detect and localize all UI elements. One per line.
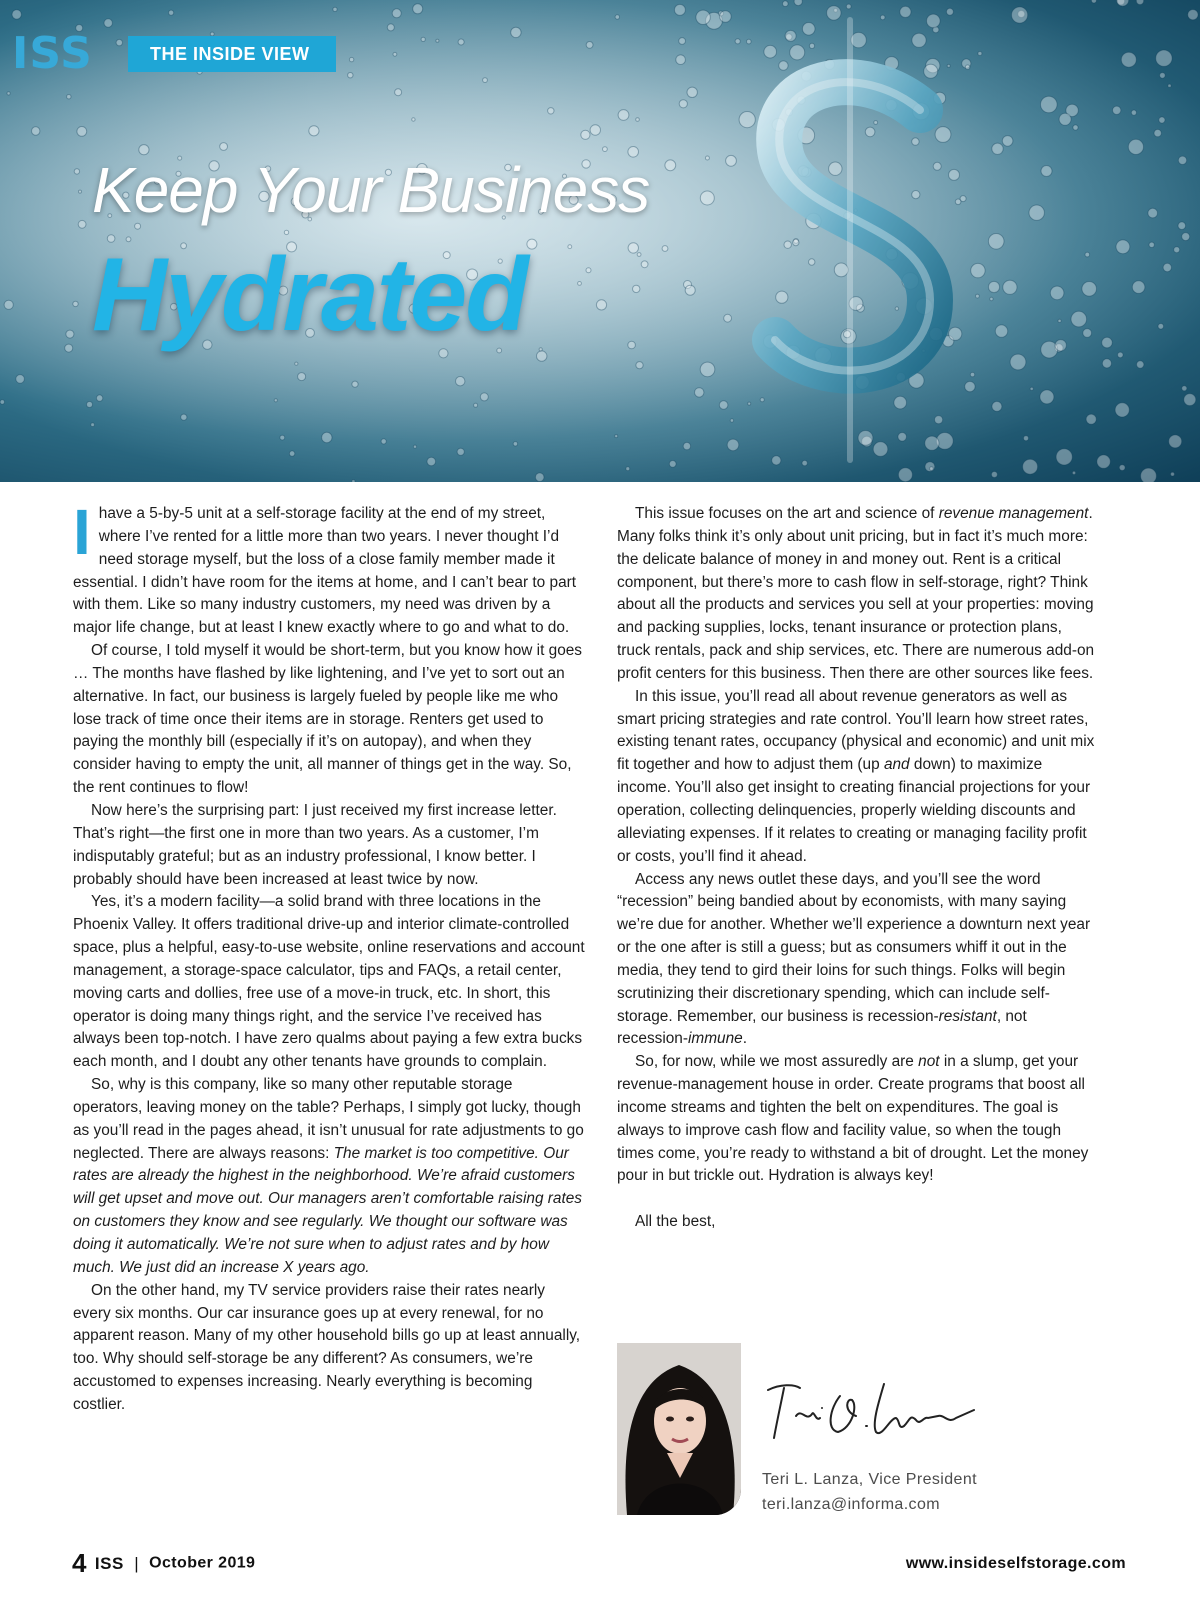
water-droplet	[933, 162, 941, 170]
water-droplet	[970, 372, 974, 376]
headline-line-2: Hydrated	[92, 237, 527, 353]
water-droplet	[67, 95, 71, 99]
water-droplet	[79, 190, 82, 193]
water-droplet	[1188, 10, 1198, 20]
water-droplet	[679, 38, 686, 45]
water-droplet	[1149, 242, 1154, 247]
water-droplet	[309, 126, 319, 136]
water-droplet	[1091, 0, 1096, 3]
water-droplet	[1163, 263, 1171, 271]
water-droplet	[457, 448, 464, 455]
paragraph: In this issue, you’ll read all about revenue generators as well as smart pricing strategies and rate control. You’ll learn how street rates, existing tenant rates, occupancy (physical and economic) and unit mix fit together and how to adjust them (up and down) to maximize income. You’ll also get insight to creating financial projections for your operation, collecting delinquencies, properly wielding discounts and alleviating expenses. If it relates to creating or managing facility profit or costs, you’ll find it ahead.	[617, 687, 1095, 865]
water-droplet	[695, 388, 704, 397]
water-droplet	[436, 39, 439, 42]
water-droplet	[1113, 106, 1121, 114]
water-droplet	[947, 64, 950, 67]
page-number: 4	[72, 1548, 87, 1578]
water-droplet	[685, 285, 695, 295]
water-droplet	[988, 234, 1004, 250]
water-droplet	[1082, 282, 1097, 297]
water-droplet	[295, 362, 298, 365]
water-droplet	[548, 108, 554, 114]
water-droplet	[1040, 390, 1054, 404]
water-droplet	[1071, 311, 1087, 327]
water-droplet	[1182, 386, 1187, 391]
water-droplet	[220, 143, 228, 151]
water-droplet	[7, 92, 10, 95]
water-droplet	[1056, 449, 1072, 465]
water-droplet	[333, 7, 337, 11]
water-droplet	[1041, 96, 1058, 113]
water-droplet	[912, 191, 920, 199]
water-droplet	[91, 423, 95, 427]
water-droplet	[1116, 240, 1130, 254]
footer-magazine-logo: ISS	[94, 1553, 124, 1573]
water-droplet	[387, 24, 394, 31]
water-droplet	[1086, 414, 1096, 424]
paragraph: On the other hand, my TV service providers raise their rates nearly every six months. Our car insurance goes up at every renewal, for no apparent reason. Many of my other household bills go up at least annually, too. Why should self-storage be any different? As consumers, we’re accustomed to expenses increasing. Nearly everything is becoming costlier.	[73, 1281, 581, 1413]
water-droplet	[1097, 455, 1110, 468]
water-droplet	[730, 419, 733, 422]
water-droplet	[809, 43, 814, 48]
water-droplet	[0, 400, 4, 404]
water-droplet	[458, 39, 464, 45]
water-droplet	[976, 294, 980, 298]
water-droplet	[615, 435, 618, 438]
water-droplet	[393, 52, 397, 56]
water-droplet	[169, 10, 174, 15]
water-droplet	[596, 300, 606, 310]
water-droplet	[1154, 129, 1161, 136]
paragraph: Of course, I told myself it would be short-term, but you know how it goes … The months have flashed by like lightening, and I’ve yet to sort out an alternative. In fact, our business is largely fueled by people like me who lose track of time once their items are in storage. Renters get used to paying the monthly bill (especially if it’s on autopay), and when they consider having to empty the unit, all manner of things get in the way. So, the rent continues to flow!	[73, 642, 583, 797]
water-droplet	[322, 432, 332, 442]
water-droplet	[87, 402, 93, 408]
water-droplet	[748, 402, 751, 405]
water-droplet	[535, 473, 544, 482]
water-droplet	[873, 442, 888, 457]
water-droplet	[793, 239, 799, 245]
water-droplet	[633, 285, 640, 292]
water-droplet	[946, 8, 953, 15]
water-droplet	[949, 327, 962, 340]
water-droplet	[992, 143, 1003, 154]
paragraph: Access any news outlet these days, and you’ll see the word “recession” being bandied about by economists, with many saying we’re due for another. Whether we’ll experience a downturn next year or the one after is still a guess; but as consumers whiff it out in the media, they tend to gird their loins for such things. Folks will begin scrutinizing their discretionary spending, which can include self-storage. Remember, our business is recession-resistant, not recession-immune.	[617, 870, 1091, 1048]
water-droplet	[927, 14, 941, 28]
section-tag-label: THE INSIDE VIEW	[150, 44, 310, 64]
water-droplet	[665, 160, 676, 171]
water-droplet	[1169, 435, 1182, 448]
water-droplet	[628, 243, 638, 253]
water-droplet	[1158, 324, 1164, 330]
water-droplet	[626, 467, 630, 471]
water-droplet	[280, 435, 285, 440]
water-droplet	[687, 87, 697, 97]
water-droplet	[802, 23, 815, 36]
water-droplet	[700, 191, 714, 205]
water-droplet	[720, 11, 732, 23]
water-droplet	[1050, 286, 1064, 300]
water-droplet	[794, 0, 802, 6]
water-droplet	[413, 4, 423, 14]
water-droplet	[662, 246, 668, 252]
water-droplet	[456, 377, 465, 386]
water-droplet	[73, 301, 78, 306]
water-droplet	[912, 138, 919, 145]
water-droplet	[965, 381, 975, 391]
water-droplet	[779, 61, 788, 70]
footer-separator: |	[134, 1553, 139, 1573]
water-droplet	[483, 78, 488, 83]
water-droplet	[427, 457, 436, 466]
water-droplet	[696, 10, 710, 24]
water-droplet	[352, 480, 355, 482]
water-droplet	[539, 348, 542, 351]
water-droplet	[603, 147, 608, 152]
water-droplet	[776, 291, 788, 303]
water-droplet	[739, 112, 755, 128]
water-droplet	[628, 341, 636, 349]
paragraph: So, why is this company, like so many other reputable storage operators, leaving money on the table? Perhaps, I simply got lucky, though as you’ll read in the pages ahead, it isn’t unusual for rate adjustments to go neglected. There are always reasons: The market is too competitive. Our rates are already the highest in the neighborhood. We’re afraid customers will get upset and move out. Our managers aren’t comfortable raising rates on customers they know and see regularly. We thought our software was doing it automatically. We’re not sure when to adjust rates and by how much. We just did an increase X years ago.	[73, 1076, 584, 1276]
water-droplet	[726, 155, 737, 166]
water-droplet	[1055, 340, 1066, 351]
water-droplet	[284, 230, 288, 234]
water-droplet	[381, 439, 386, 444]
water-droplet	[96, 395, 102, 401]
water-droplet	[865, 127, 875, 137]
water-droplet	[1010, 354, 1026, 370]
water-droplet	[32, 127, 40, 135]
water-droplet	[760, 398, 764, 402]
water-droplet	[618, 110, 629, 121]
article-column-right	[617, 503, 1099, 1234]
paragraph: Yes, it’s a modern facility—a solid brand with three locations in the Phoenix Valley. It offers traditional drive-up and interior climate-controlled space, plus a helpful, easy-to-use website, online reservations and account management, a storage-space calculator, tips and FAQs, a retail center, moving carts and dollies, free use of a move-in truck, etc. In short, this operator is doing many things right, and the service I’ve received has always been top-notch. I have zero qualms about paying a few extra bucks each month, and I doubt any other tenants have grounds to complain.	[73, 893, 585, 1071]
water-droplet	[930, 467, 934, 471]
water-droplet	[880, 15, 885, 20]
water-droplet	[568, 245, 572, 249]
water-droplet	[1118, 352, 1124, 358]
water-droplet	[1132, 281, 1145, 294]
water-droplet	[12, 10, 21, 19]
water-droplet	[676, 55, 686, 65]
paragraph: This issue focuses on the art and science of revenue management. Many folks think it’s only about unit pricing, but in fact it’s much more: the delicate balance of money in and money out. Rent is a critical component, but there’s more to cash flow in self-storage, right? Think about all the products and services you sell at your properties: moving and packing supplies, locks, tenant insurance or protection plans, truck rentals, pack and ship services, etc. There are numerous add-on profit centers for this business. Then there are other sources like fees.	[617, 505, 1095, 682]
water-droplet	[590, 125, 600, 135]
water-droplet	[705, 156, 709, 160]
water-droplet	[349, 57, 353, 61]
water-droplet	[669, 461, 676, 468]
water-droplet	[971, 263, 985, 277]
water-droplet	[4, 300, 13, 309]
water-droplet	[289, 451, 294, 456]
closing-line: All the best,	[635, 1213, 716, 1231]
water-droplet	[925, 436, 939, 450]
water-droplet	[1072, 471, 1075, 474]
water-droplet	[784, 241, 791, 248]
water-droplet	[1128, 139, 1143, 154]
water-droplet	[991, 472, 997, 478]
water-droplet	[1029, 205, 1044, 220]
water-droplet	[924, 64, 938, 78]
water-droplet	[895, 307, 898, 310]
water-droplet	[1156, 50, 1172, 66]
water-droplet	[412, 118, 415, 121]
water-droplet	[586, 268, 591, 273]
water-droplet	[1102, 337, 1113, 348]
water-droplet	[1102, 359, 1111, 368]
water-droplet	[898, 468, 912, 482]
water-droplet	[1030, 387, 1033, 390]
water-droplet	[809, 259, 815, 265]
water-droplet	[990, 297, 993, 300]
water-droplet	[1141, 468, 1157, 482]
water-droplet	[735, 39, 740, 44]
website-link[interactable]: www.insideselfstorage.com	[905, 1555, 1126, 1572]
water-droplet	[995, 325, 1007, 337]
water-droplet	[352, 381, 358, 387]
article-column-left	[73, 496, 585, 1417]
author-name-title: Teri L. Lanza, Vice President	[762, 1471, 977, 1488]
water-droplet	[1121, 52, 1136, 67]
water-droplet	[641, 261, 648, 268]
water-droplet	[1002, 136, 1013, 147]
water-droplet	[1012, 7, 1028, 23]
water-droplet	[274, 399, 277, 402]
water-droplet	[965, 65, 970, 70]
water-droplet	[348, 73, 353, 78]
water-droplet	[1041, 166, 1052, 177]
water-droplet	[1115, 403, 1129, 417]
water-droplet	[988, 281, 999, 292]
water-droplet	[65, 344, 73, 352]
water-droplet	[298, 373, 306, 381]
issue-date: October 2019	[149, 1554, 256, 1572]
water-droplet	[935, 416, 943, 424]
water-droplet	[581, 130, 590, 139]
water-droplet	[1168, 84, 1171, 87]
page-footer	[72, 1548, 255, 1578]
water-droplet	[636, 118, 640, 122]
water-droplet	[474, 403, 478, 407]
water-droplet	[1058, 319, 1061, 322]
drop-cap: I	[73, 496, 91, 568]
water-droplet	[413, 445, 416, 448]
water-droplet	[637, 253, 641, 257]
water-droplet	[747, 39, 752, 44]
hero-banner	[0, 0, 1200, 482]
water-droplet	[955, 199, 961, 205]
water-droplet	[66, 330, 74, 338]
water-droplet	[78, 220, 86, 228]
water-droplet	[16, 375, 25, 384]
water-droplet	[395, 89, 402, 96]
water-droplet	[700, 362, 715, 377]
water-droplet	[802, 460, 807, 465]
water-droplet	[1083, 329, 1092, 338]
water-droplet	[1023, 459, 1038, 474]
water-droplet	[1184, 394, 1196, 406]
water-droplet	[900, 6, 911, 17]
water-droplet	[1119, 465, 1125, 471]
water-droplet	[1137, 361, 1144, 368]
water-droplet	[790, 45, 805, 60]
water-droplet	[1160, 73, 1166, 79]
water-droplet	[1159, 117, 1165, 123]
water-droplet	[578, 282, 582, 286]
water-droplet	[764, 45, 777, 58]
water-droplet	[74, 169, 79, 174]
paragraph: Ihave a 5-by-5 unit at a self-storage facility at the end of my street, where I’ve rented for a little more than two years. I never thought I’d need storage myself, but the loss of a close family member made it essential. I didn’t have room for the items at home, and I can’t bear to part with them. Like so many industry customers, my need was driven by a major life change, but at least I knew exactly where to go and what to do.	[73, 496, 577, 637]
water-droplet	[1178, 156, 1186, 164]
handwritten-signature	[760, 1378, 980, 1448]
water-droplet	[949, 169, 960, 180]
water-droplet	[992, 401, 1002, 411]
water-droplet	[674, 4, 685, 15]
water-droplet	[719, 401, 728, 410]
water-droplet	[1073, 125, 1078, 130]
water-droplet	[874, 121, 878, 125]
water-droplet	[679, 100, 687, 108]
water-droplet	[1148, 208, 1158, 218]
water-droplet	[1182, 233, 1190, 241]
water-droplet	[683, 442, 690, 449]
water-droplet	[615, 15, 619, 19]
headline-line-1: Keep Your Business	[92, 154, 650, 226]
water-droplet	[480, 393, 488, 401]
water-droplet	[783, 1, 789, 7]
water-droplet	[527, 239, 537, 249]
water-droplet	[727, 439, 739, 451]
water-droplet	[935, 127, 951, 143]
author-portrait	[617, 1343, 741, 1515]
paragraph: So, for now, while we most assuredly are not in a slump, get your revenue-management house in order. Create programs that boost all income streams and tighten the belt on expenditures. The goal is always to improve cash flow and facility value, so when the tough times come, you’re ready to withstand a bit of drought. Let the money pour in but trickle out. Hydration is always key!	[617, 1053, 1089, 1185]
water-droplet	[898, 433, 907, 442]
water-droplet	[511, 27, 521, 37]
water-droplet	[1024, 436, 1029, 441]
water-droplet	[1171, 472, 1175, 476]
water-droplet	[104, 19, 112, 27]
water-droplet	[785, 30, 796, 41]
water-droplet	[1174, 247, 1180, 253]
water-droplet	[1131, 110, 1136, 115]
paragraph: Now here’s the surprising part: I just received my first increase letter. That’s right—the first one in more than two years. As a customer, I’m indisputably grateful; but as an industry professional, I know better. I probably should have been increased at least twice by now.	[73, 801, 557, 888]
author-email[interactable]: teri.lanza@informa.com	[762, 1496, 940, 1513]
water-droplet	[636, 362, 643, 369]
water-droplet	[978, 52, 982, 56]
water-droplet	[724, 314, 732, 322]
water-droplet	[77, 126, 87, 136]
water-droplet	[1085, 252, 1090, 257]
water-droplet	[772, 456, 781, 465]
water-droplet	[912, 33, 926, 47]
water-droplet	[537, 351, 547, 361]
iss-logo: ISS	[12, 28, 93, 79]
water-droplet	[1003, 280, 1017, 294]
water-droplet	[894, 396, 907, 409]
section-tag	[0, 28, 336, 79]
water-droplet	[392, 9, 401, 18]
water-droplet	[1136, 0, 1143, 5]
water-droplet	[181, 414, 187, 420]
water-droplet	[1059, 113, 1071, 125]
water-droplet	[1178, 222, 1186, 230]
water-droplet	[421, 37, 425, 41]
water-droplet	[513, 442, 517, 446]
water-droplet	[586, 42, 593, 49]
